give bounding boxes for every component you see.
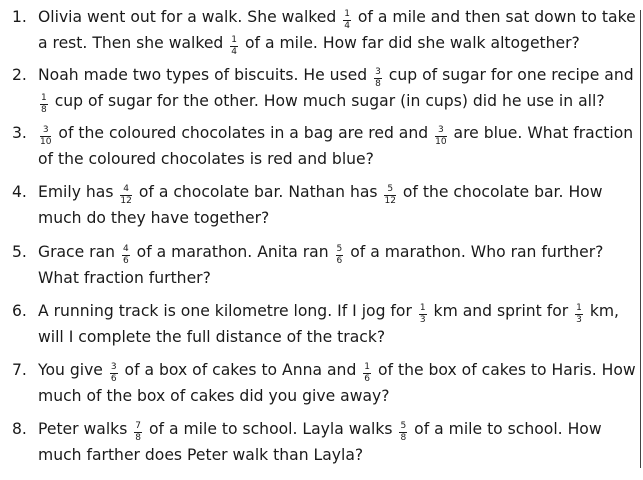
text-run: Emily has [38,183,119,201]
fraction-numerator: 1 [231,35,238,45]
fraction [435,126,446,147]
fraction-numerator: 4 [122,244,129,254]
fraction [374,68,382,89]
fraction-numerator: 7 [135,421,142,431]
fraction-denominator: 8 [135,433,142,443]
fraction-denominator: 10 [435,137,447,147]
fraction-denominator: 6 [110,374,117,384]
fraction-numerator: 3 [435,126,446,137]
fraction-denominator: 6 [364,374,371,384]
fraction-numerator: 1 [576,303,582,313]
fraction-denominator: 8 [41,105,47,115]
fraction [343,10,351,31]
fraction-numerator: 1 [344,9,350,19]
question-text [38,299,636,349]
fraction-numerator: 3 [110,362,117,372]
question-2 [0,63,636,115]
fraction-numerator: 5 [400,421,407,431]
question-number: 6. [12,302,27,320]
text-run: Olivia went out for a walk. She walked [38,8,342,26]
fraction-denominator: 6 [336,256,343,266]
text-run: You give [38,361,108,379]
fraction-numerator: 4 [120,185,131,196]
question-number: 3. [12,124,27,142]
question-text [38,180,636,230]
text-run: of a mile to school. How much farther does Peter walk than Layla? [38,420,602,464]
question-number: 7. [12,361,27,379]
fraction-denominator: 6 [122,256,129,266]
text-run: of a marathon. Who ran further? What fraction further? [38,243,604,287]
text-run: are blue. What fraction of the coloured chocolates is red and blue? [38,124,634,168]
fraction-numerator: 5 [384,185,395,196]
text-run: km, will I complete the full distance of the track? [38,302,619,346]
question-number: 8. [12,420,27,438]
question-3 [0,121,636,171]
fraction-denominator: 8 [375,79,381,89]
fraction-numerator: 5 [336,244,343,254]
question-number: 4. [12,183,27,201]
question-4 [0,180,636,230]
fraction-denominator: 4 [344,21,350,31]
fraction [336,245,344,266]
question-text [38,63,636,115]
question-text [38,240,636,290]
text-run: of a marathon. Anita ran [131,243,334,261]
fraction-denominator: 12 [120,196,132,206]
fraction-denominator: 3 [419,315,426,325]
question-6 [0,299,636,349]
fraction [363,363,371,384]
question-number: 1. [12,8,27,26]
question-1 [0,5,636,57]
fraction [419,304,427,325]
question-text [38,121,636,171]
text-run: km and sprint for [428,302,574,320]
fraction-numerator: 1 [41,93,47,103]
fraction-denominator: 12 [384,196,396,206]
fraction [134,422,142,443]
fraction-numerator: 3 [40,126,51,137]
fraction [122,245,130,266]
text-run: of a chocolate bar. Nathan has [133,183,383,201]
fraction [110,363,118,384]
text-run: cup of sugar for the other. How much sugar (in cups) did he use in all? [49,92,605,110]
fraction [384,185,395,206]
text-run: of a mile to school. Layla walks [144,420,398,438]
fraction [120,185,131,206]
fraction [40,94,48,115]
question-number: 2. [12,66,27,84]
text-run: of a mile. How far did she walk altogether? [240,34,580,52]
text-run: of the coloured chocolates in a bag are red and [53,124,434,142]
question-text [38,5,636,57]
question-7 [0,358,636,408]
text-run: Grace ran [38,243,120,261]
question-5 [0,240,636,290]
text-run: of a mile and then sat down to take a rest. Then she walked [38,8,636,52]
fraction [575,304,583,325]
text-run: cup of sugar for one recipe and [383,66,634,84]
fraction-numerator: 1 [364,362,371,372]
text-run: Noah made two types of biscuits. He used [38,66,373,84]
question-text [38,358,636,408]
fraction [399,422,407,443]
right-margin-rule [640,10,641,468]
fraction-numerator: 3 [375,67,381,77]
text-run: of the chocolate bar. How much do they have together? [38,183,603,227]
fraction [40,126,51,147]
question-number: 5. [12,243,27,261]
question-text [38,417,636,467]
question-8 [0,417,636,467]
fraction-denominator: 10 [40,137,52,147]
text-run: of a box of cakes to Anna and [119,361,362,379]
fraction-denominator: 4 [231,47,238,57]
text-run: A running track is one kilometre long. If I jog for [38,302,417,320]
text-run: Peter walks [38,420,133,438]
fraction-numerator: 1 [419,303,426,313]
fraction-denominator: 8 [400,433,407,443]
text-run: of the box of cakes to Haris. How much of the box of cakes did you give away? [38,361,636,405]
fraction-denominator: 3 [576,315,582,325]
fraction [230,36,238,57]
